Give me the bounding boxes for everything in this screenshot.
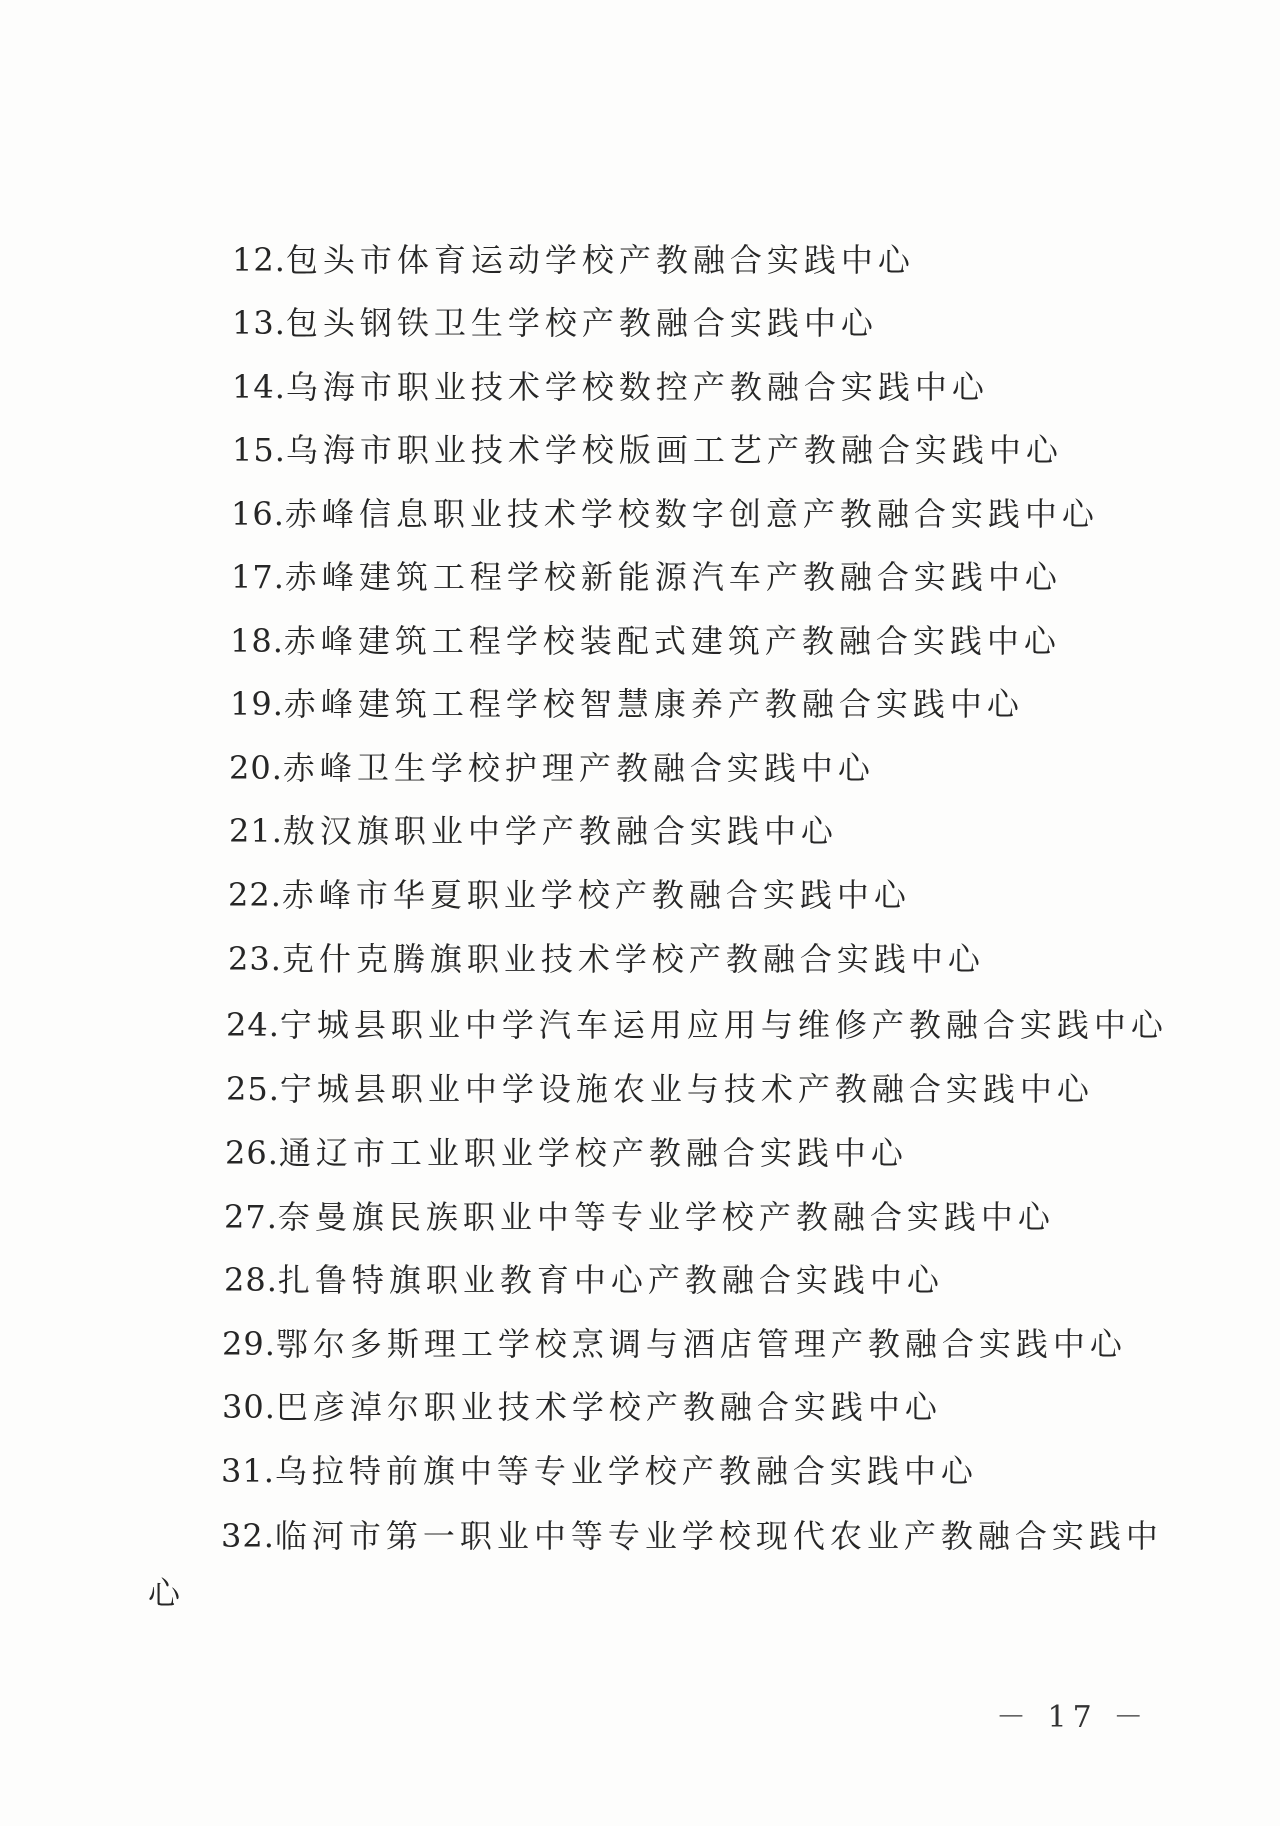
item-text: 赤峰建筑工程学校智慧康养产教融合实践中心: [283, 685, 1024, 723]
item-text: 乌拉特前旗中等专业学校产教融合实践中心: [274, 1452, 978, 1490]
item-text: 赤峰建筑工程学校装配式建筑产教融合实践中心: [283, 622, 1061, 660]
list-item: [226, 1005, 1168, 1045]
item-number: 32.: [221, 1517, 275, 1555]
list-item: [230, 684, 1024, 724]
item-text: 赤峰卫生学校护理产教融合实践中心: [282, 749, 875, 787]
item-text: 扎鲁特旗职业教育中心产教融合实践中心: [277, 1261, 944, 1299]
item-number: 24.: [226, 1006, 280, 1044]
list-item: [224, 1260, 944, 1300]
item-text: 鄂尔多斯理工学校烹调与酒店管理产教融合实践中心: [275, 1325, 1127, 1363]
item-number: 20.: [229, 749, 283, 787]
list-item: [224, 1197, 1055, 1237]
item-number: 13.: [232, 304, 286, 342]
item-number: 23.: [228, 940, 282, 978]
item-text: 包头钢铁卫生学校产教融合实践中心: [285, 304, 878, 342]
item-text: 乌海市职业技术学校数控产教融合实践中心: [285, 368, 989, 406]
item-text: 乌海市职业技术学校版画工艺产教融合实践中心: [285, 431, 1063, 469]
item-text: 临河市第一职业中等专业学校现代农业产教融合实践中: [274, 1517, 1163, 1555]
item-text: 克什克腾旗职业技术学校产教融合实践中心: [281, 940, 985, 978]
list-item: [226, 1069, 1094, 1109]
list-item: [232, 240, 915, 280]
item-text: 巴彦淖尔职业技术学校产教融合实践中心: [275, 1388, 942, 1426]
item-text: 敖汉旗职业中学产教融合实践中心: [282, 812, 838, 850]
item-text: 赤峰信息职业技术学校数字创意产教融合实践中心: [284, 495, 1099, 533]
item-number: 27.: [224, 1198, 278, 1236]
item-number: 29.: [222, 1325, 276, 1363]
item-number: 12.: [232, 241, 286, 279]
wrapped-line-continuation: 心: [148, 1574, 181, 1612]
list-item: [230, 621, 1061, 661]
list-item: [228, 939, 985, 979]
item-number: 28.: [224, 1261, 278, 1299]
item-text: 通辽市工业职业学校产教融合实践中心: [278, 1134, 908, 1172]
item-number: 15.: [232, 431, 286, 469]
list-item: [229, 811, 838, 851]
list-item: [222, 1387, 942, 1427]
item-number: 19.: [230, 685, 284, 723]
list-item: [221, 1451, 978, 1491]
item-text: 赤峰建筑工程学校新能源汽车产教融合实践中心: [284, 558, 1062, 596]
page-number: － 17 －: [996, 1700, 1150, 1735]
item-text: 包头市体育运动学校产教融合实践中心: [285, 241, 915, 279]
item-text: 宁城县职业中学汽车运用应用与维修产教融合实践中心: [279, 1006, 1168, 1044]
list-item: [225, 1133, 908, 1173]
item-number: 21.: [229, 812, 283, 850]
item-number: 22.: [228, 876, 282, 914]
list-item: [222, 1324, 1127, 1364]
list-item: [229, 748, 875, 788]
item-number: 30.: [222, 1388, 276, 1426]
item-number: 14.: [232, 368, 286, 406]
list-item: [221, 1516, 1163, 1556]
item-number: 18.: [230, 622, 284, 660]
list-item: [232, 430, 1063, 470]
item-text: 宁城县职业中学设施农业与技术产教融合实践中心: [279, 1070, 1094, 1108]
list-item: [231, 494, 1099, 534]
item-number: 31.: [221, 1452, 275, 1490]
list-item: [228, 875, 911, 915]
item-number: 16.: [231, 495, 285, 533]
item-text: 奈曼旗民族职业中等专业学校产教融合实践中心: [277, 1198, 1055, 1236]
item-number: 25.: [226, 1070, 280, 1108]
list-item: [231, 557, 1062, 597]
list-item: [232, 367, 989, 407]
item-number: 26.: [225, 1134, 279, 1172]
item-number: 17.: [231, 558, 285, 596]
list-item: [232, 303, 878, 343]
item-text: 赤峰市华夏职业学校产教融合实践中心: [281, 876, 911, 914]
